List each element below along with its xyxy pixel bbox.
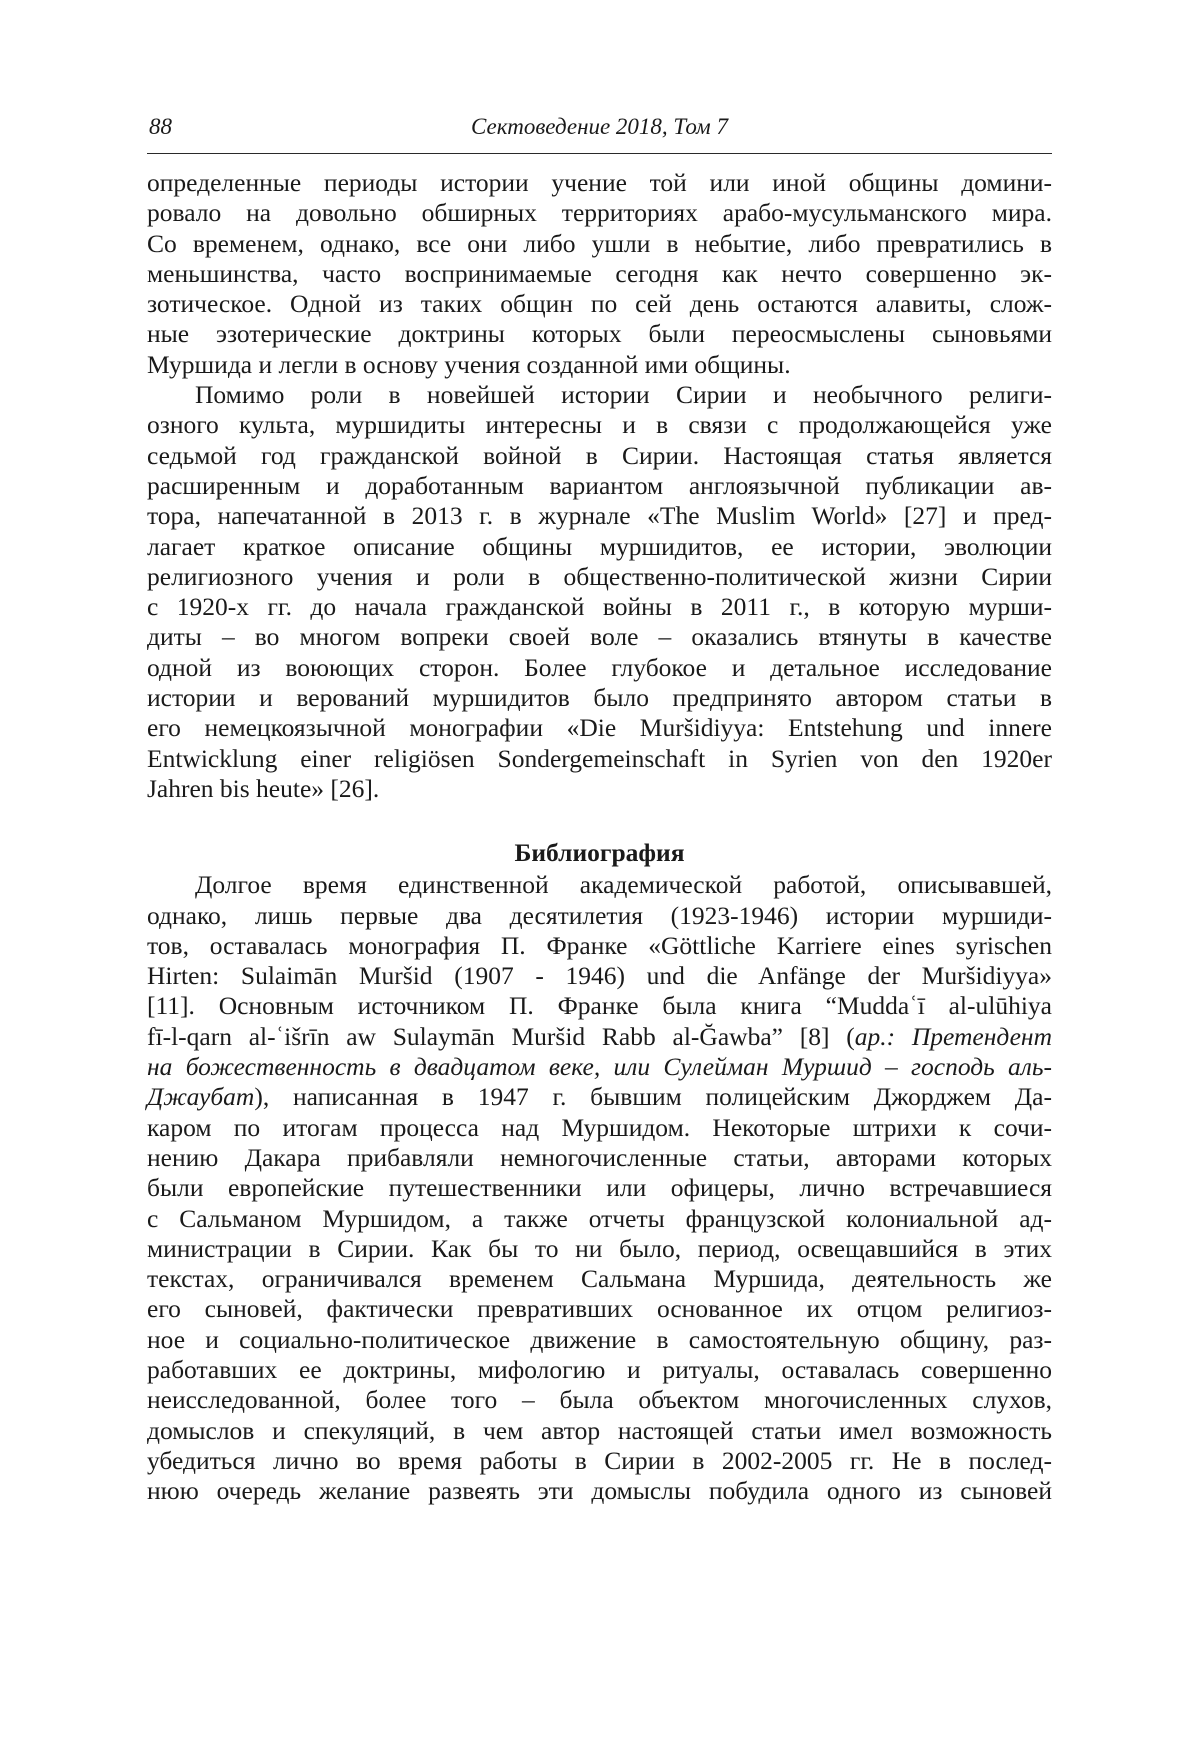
text-line xyxy=(147,1022,1052,1052)
text-line: тов, оставалась монография П. Франке «Göttliche Karriere eines syrischen xyxy=(147,930,1052,960)
text-line: его сыновей, фактически превративших основанное их отцом религиоз- xyxy=(147,1294,1052,1324)
text-line: Муршида и легли в основу учения созданной ими общины. xyxy=(147,349,791,379)
text-line: были европейские путешественники или офицеры, лично встречавшиеся xyxy=(147,1173,1052,1203)
text-line: неисследованной, более того – была объектом многочисленных слухов, xyxy=(147,1385,1052,1415)
text-line: ровало на довольно обширных территориях арабо-мусульманского мира. xyxy=(147,198,1052,228)
italic-run: Джаубат xyxy=(147,1082,255,1112)
text-line: с Сальманом Муршидом, а также отчеты французской колониальной ад- xyxy=(147,1203,1052,1233)
text-line: Hirten: Sulaimān Muršid (1907 - 1946) und die Anfänge der Muršidiyya» xyxy=(147,961,1052,991)
text-line: диты – во многом вопреки своей воле – оказались втянуты в качестве xyxy=(147,622,1052,652)
text-line: убедиться лично во время работы в Сирии в 2002-2005 гг. Не в послед- xyxy=(147,1445,1052,1475)
text-line: Помимо роли в новейшей истории Сирии и необычного религи- xyxy=(195,380,1052,410)
text-line: одной из воюющих сторон. Более глубокое и детальное исследование xyxy=(147,652,1052,682)
text-line: расширенным и доработанным вариантом англоязычной публикации ав- xyxy=(147,470,1052,500)
text-line: нению Дакара прибавляли немногочисленные статьи, авторами которых xyxy=(147,1142,1052,1172)
text-line: истории и верований муршидитов было предпринято автором статьи в xyxy=(147,683,1052,713)
text-line: министрации в Сирии. Как бы то ни было, период, освещавшийся в этих xyxy=(147,1233,1052,1263)
article-body xyxy=(147,168,1052,1506)
text-line: определенные периоды истории учение той или иной общины домини- xyxy=(147,168,1052,197)
text-line: зотическое. Одной из таких общин по сей день остаются алавиты, слож- xyxy=(147,289,1052,319)
italic-run: ар.: Претендент xyxy=(854,1021,1052,1051)
text-line xyxy=(147,1082,1052,1112)
text-line: домыслов и спекуляций, в чем автор настоящей статьи имел возможность xyxy=(147,1415,1052,1445)
text-line: лагает краткое описание общины муршидитов, ее истории, эволюции xyxy=(147,531,1052,561)
text-line: однако, лишь первые два десятилетия (1923-1946) истории муршиди- xyxy=(147,900,1052,930)
paragraph-bibliography xyxy=(147,870,1052,1506)
text-line: текстах, ограничивался временем Сальмана Муршида, деятельность же xyxy=(147,1264,1052,1294)
text-line: Долгое время единственной академической работой, описывавшей, xyxy=(195,870,1052,900)
text-line: меньшинства, часто воспринимаемые сегодня как нечто совершенно эк- xyxy=(147,258,1052,288)
journal-title: Сектоведение 2018, Том 7 xyxy=(471,114,728,139)
text-line: Entwicklung einer religiösen Sondergemeinschaft in Syrien von den 1920er xyxy=(147,743,1052,773)
paragraph-murshidites xyxy=(147,380,1052,804)
text-line: седьмой год гражданской войной в Сирии. Настоящая статья является xyxy=(147,440,1052,470)
text-line: нюю очередь желание развеять эти домыслы побудила одного из сыновей xyxy=(147,1476,1052,1506)
text-run: fī-l-qarn al-ʿišrīn aw Sulaymān Muršid Rabb al-Ğawba” [8] ( xyxy=(147,1021,855,1051)
text-line: с 1920-х гг. до начала гражданской войны в 2011 г., в которую мурши- xyxy=(147,592,1052,622)
text-line: озного культа, муршидиты интересны и в связи с продолжающейся уже xyxy=(147,410,1052,440)
text-line: ное и социально-политическое движение в самостоятельную общину, раз- xyxy=(147,1324,1052,1354)
text-line: его немецкоязычной монографии «Die Muršidiyya: Entstehung und innere xyxy=(147,713,1052,743)
section-heading: Библиография xyxy=(514,838,685,868)
text-line: Со временем, однако, все они либо ушли в небытие, либо превратились в xyxy=(147,228,1052,258)
text-run: ), написанная в 1947 г. бывшим полицейским Джорджем Да- xyxy=(254,1082,1052,1112)
page-number: 88 xyxy=(149,114,172,139)
text-line: тора, напечатанной в 2013 г. в журнале «The Muslim World» [27] и пред- xyxy=(147,501,1052,531)
text-line: [11]. Основным источником П. Франке была книга “Muddaʿī al-ulūhiya xyxy=(147,991,1052,1021)
text-line: на божественность в двадцатом веке, или Сулейман Муршид – господь аль- xyxy=(147,1052,1052,1082)
text-line: каром по итогам процесса над Муршидом. Некоторые штрихи к сочи- xyxy=(147,1112,1052,1142)
running-head xyxy=(147,113,1052,154)
text-line: Jahren bis heute» [26]. xyxy=(147,773,380,803)
paragraph-continuation xyxy=(147,168,1052,380)
text-line: работавших ее доктрины, мифологию и ритуалы, оставалась совершенно xyxy=(147,1354,1052,1384)
text-line: ные эзотерические доктрины которых были переосмыслены сыновьями xyxy=(147,319,1052,349)
text-line: религиозного учения и роли в общественно-политической жизни Сирии xyxy=(147,561,1052,591)
